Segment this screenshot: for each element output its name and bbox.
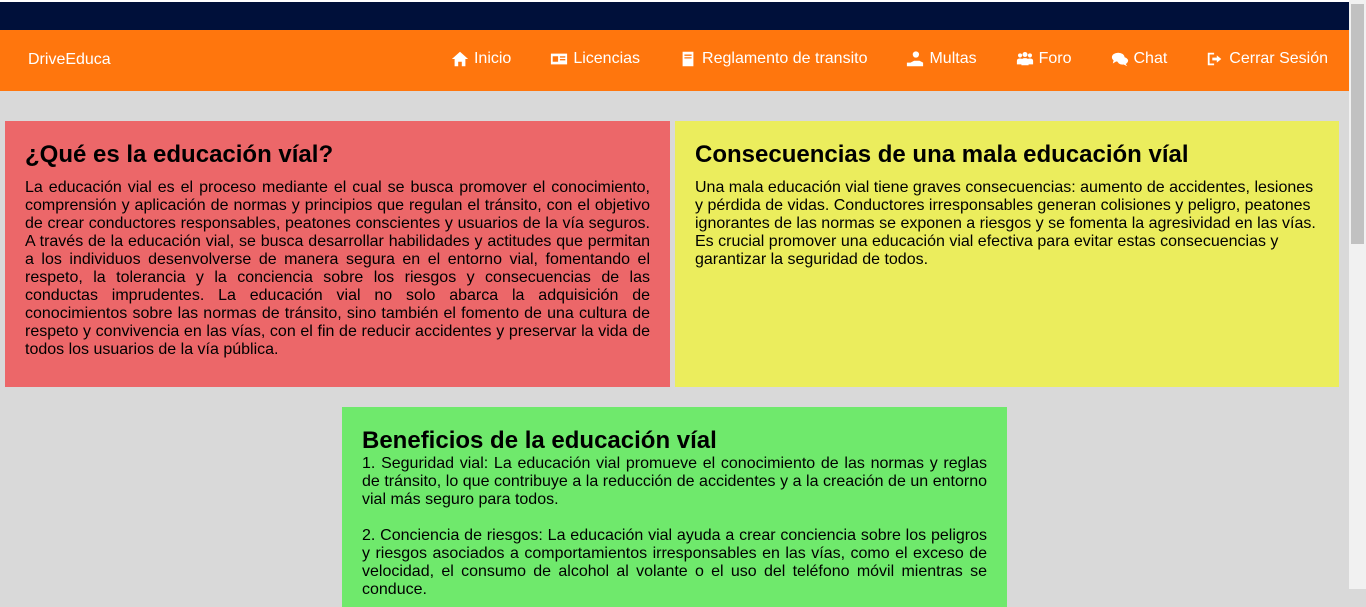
- nav-item-label: Chat: [1133, 50, 1168, 67]
- scrollbar-thumb[interactable]: [1351, 4, 1364, 244]
- home-icon: [451, 50, 469, 68]
- chat-icon: [1111, 50, 1129, 68]
- hand-coin-icon: [906, 50, 924, 68]
- book-icon: [679, 50, 697, 68]
- card-title: ¿Qué es la educación víal?: [25, 141, 334, 168]
- card-beneficios: [342, 407, 1007, 607]
- card-title: Consecuencias de una mala educación víal: [695, 141, 1189, 168]
- nav-menu: [451, 50, 1328, 68]
- nav-item-cerrar-sesion[interactable]: [1206, 50, 1328, 68]
- nav-item-label: Inicio: [473, 50, 512, 67]
- logout-icon: [1206, 50, 1224, 68]
- nav-item-label: Reglamento de transito: [702, 50, 868, 67]
- card-consecuencias: [675, 121, 1339, 387]
- id-card-icon: [550, 50, 568, 68]
- card-title: Beneficios de la educación víal: [362, 427, 717, 454]
- nav-item-inicio[interactable]: [451, 50, 511, 68]
- nav-item-label: Licencias: [573, 50, 641, 67]
- users-icon: [1016, 50, 1034, 68]
- nav-item-reglamento[interactable]: [679, 50, 867, 68]
- browser-top-strip: [0, 0, 1349, 30]
- nav-item-multas[interactable]: [906, 50, 976, 68]
- card-text: La educación vial es el proceso mediante el cual se busca promover el conocimiento, comprensión y aplicación de normas y principios que regulan el tránsito, con el objetivo de crear conductores responsables, peatones conscientes y usuarios de la vía seguros. A través de la educación vial, se busca desarrollar habilidades y actitudes que permitan a los individuos desenvolverse de manera segura en el entorno vial, fomentando el respeto, la tolerancia y la conciencia sobre los riesgos y consecuencias de las conductas imprudentes. La educación vial no solo abarca la adquisición de conocimientos sobre las normas de tránsito, sino también el fomento de una cultura de respeto y convivencia en las vías, con el fin de reducir accidentes y preservar la vida de todos los usuarios de la vía pública.: [25, 179, 650, 358]
- card-text: 1. Seguridad vial: La educación vial promueve el conocimiento de las normas y reglas de tránsito, lo que contribuye a la reducción de accidentes y a la creación de un entorno vial más seguro para todos. 2. Conciencia de riesgos: La educación vial ayuda a crear conciencia sobre los peligros y riesgos asociados a comportamientos irresponsables en las vías, como el exceso de velocidad, el consumo de alcohol al volante o el uso del teléfono móvil mientras se conduce.: [362, 455, 987, 598]
- card-text: Una mala educación vial tiene graves consecuencias: aumento de accidentes, lesiones y pérdida de vidas. Conductores irresponsables generan colisiones y peligro, peatones ignorantes de las normas se exponen a riesgos y se fomenta la agresividad en las vías. Es crucial promover una educación vial efectiva para evitar estas consecuencias y garantizar la seguridad de todos.: [695, 179, 1316, 268]
- nav-item-label: Foro: [1038, 50, 1072, 67]
- card-que-es: [5, 121, 670, 387]
- page-scrollbar[interactable]: [1349, 0, 1366, 589]
- nav-item-chat[interactable]: [1111, 50, 1168, 68]
- navbar: [0, 30, 1349, 91]
- nav-item-foro[interactable]: [1016, 50, 1072, 68]
- brand-logo[interactable]: DriveEduca: [28, 51, 111, 68]
- nav-item-licencias[interactable]: [550, 50, 640, 68]
- nav-item-label: Multas: [929, 50, 977, 67]
- nav-item-label: Cerrar Sesión: [1229, 50, 1328, 67]
